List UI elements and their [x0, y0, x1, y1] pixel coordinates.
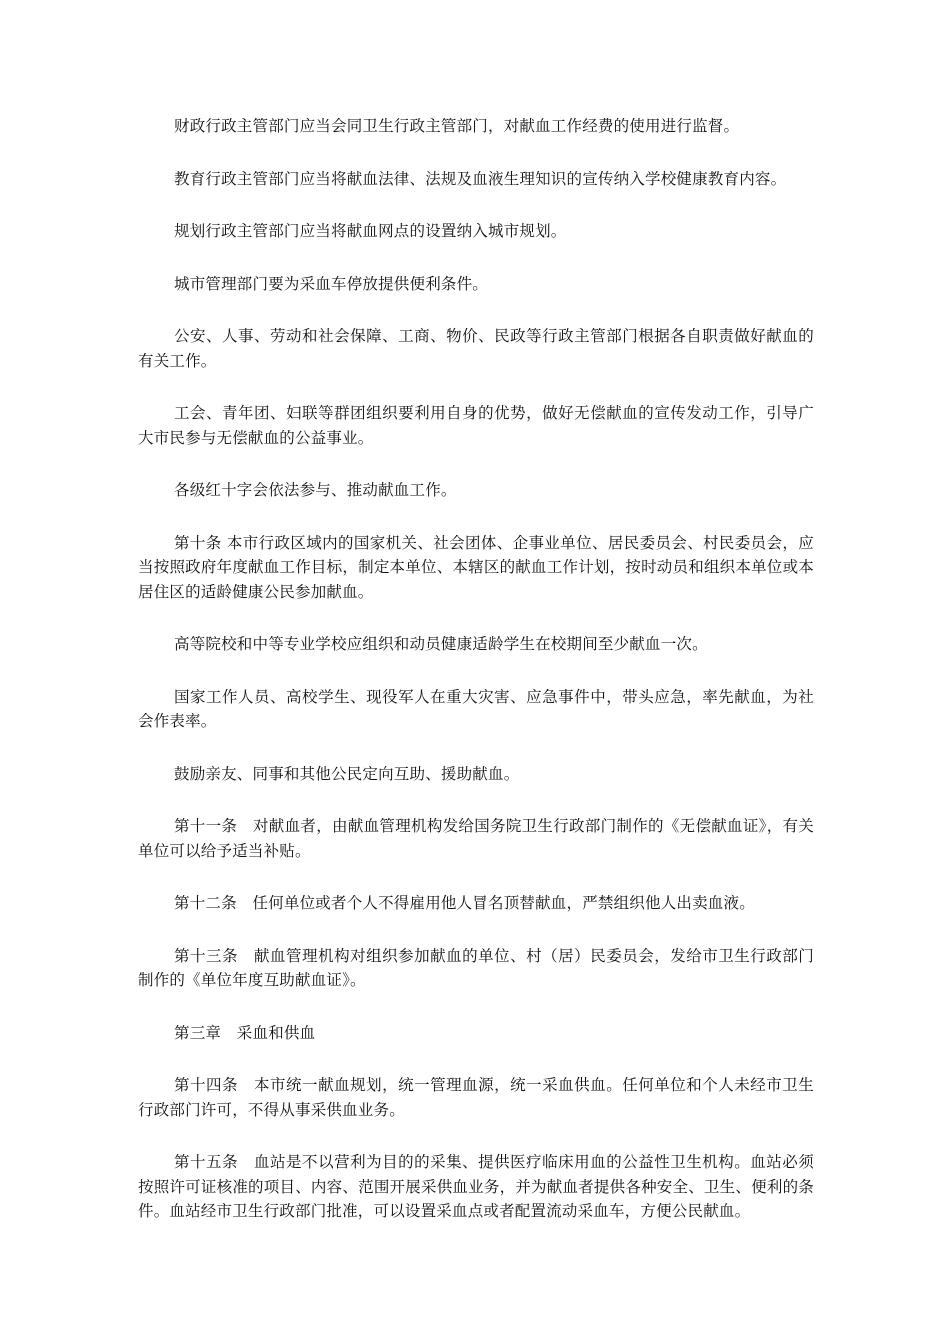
document-body — [138, 114, 814, 1252]
paragraph-red-cross: 各级红十字会依法参与、推动献血工作。 — [174, 481, 457, 499]
paragraph-article-11: 第十一条 对献血者，由献血管理机构发给国务院卫生行政部门制作的《无偿献血证》，有关单位可以给予适当补贴。 — [138, 817, 814, 860]
paragraph-schools: 高等院校和中等专业学校应组织和动员健康适龄学生在校期间至少献血一次。 — [174, 635, 708, 653]
paragraph-planning: 规划行政主管部门应当将献血网点的设置纳入城市规划。 — [174, 222, 567, 240]
paragraph-article-12: 第十二条 任何单位或者个人不得雇用他人冒名顶替献血，严禁组织他人出卖血液。 — [174, 894, 755, 912]
paragraph-article-10: 第十条 本市行政区域内的国家机关、社会团体、企事业单位、居民委员会、村民委员会，应当按照政府年度献血工作目标，制定本单位、本辖区的献血工作计划，按时动员和组织本单位或本居住区的适龄健康公民参加献血。 — [138, 533, 814, 601]
paragraph-mutual-aid: 鼓励亲友、同事和其他公民定向互助、援助献血。 — [174, 764, 520, 783]
paragraph-emergency-donation: 国家工作人员、高校学生、现役军人在重大灾害、应急事件中，带头应急，率先献血，为社会作表率。 — [138, 687, 814, 730]
paragraph-education-publicity: 教育行政主管部门应当将献血法律、法规及血液生理知识的宣传纳入学校健康教育内容。 — [174, 169, 787, 188]
chapter-heading: 第三章 采血和供血 — [174, 1023, 316, 1042]
paragraph-mass-organizations: 工会、青年团、妇联等群团组织要利用自身的优势，做好无偿献血的宣传发动工作，引导广大市民参与无偿献血的公益事业。 — [138, 404, 814, 447]
paragraph-finance-supervision: 财政行政主管部门应当会同卫生行政主管部门，对献血工作经费的使用进行监督。 — [174, 117, 740, 135]
paragraph-article-15: 第十五条 血站是不以营利为目的的采集、提供医疗临床用血的公益性卫生机构。血站必须按照许可证核准的项目、内容、范围开展采供血业务，并为献血者提供各种安全、卫生、便利的条件。血站经市卫生行政部门批准，可以设置采血点或者配置流动采血车，方便公民献血。 — [138, 1153, 814, 1220]
paragraph-article-14: 第十四条 本市统一献血规划，统一管理血源，统一采血供血。任何单位和个人未经市卫生行政部门许可，不得从事采供血业务。 — [138, 1076, 814, 1119]
paragraph-other-departments: 公安、人事、劳动和社会保障、工商、物价、民政等行政主管部门根据各自职责做好献血的有关工作。 — [138, 327, 814, 370]
paragraph-article-13: 第十三条 献血管理机构对组织参加献血的单位、村（居）民委员会，发给市卫生行政部门制作的《单位年度互助献血证》。 — [138, 946, 814, 989]
paragraph-city-management: 城市管理部门要为采血车停放提供便利条件。 — [174, 274, 489, 293]
